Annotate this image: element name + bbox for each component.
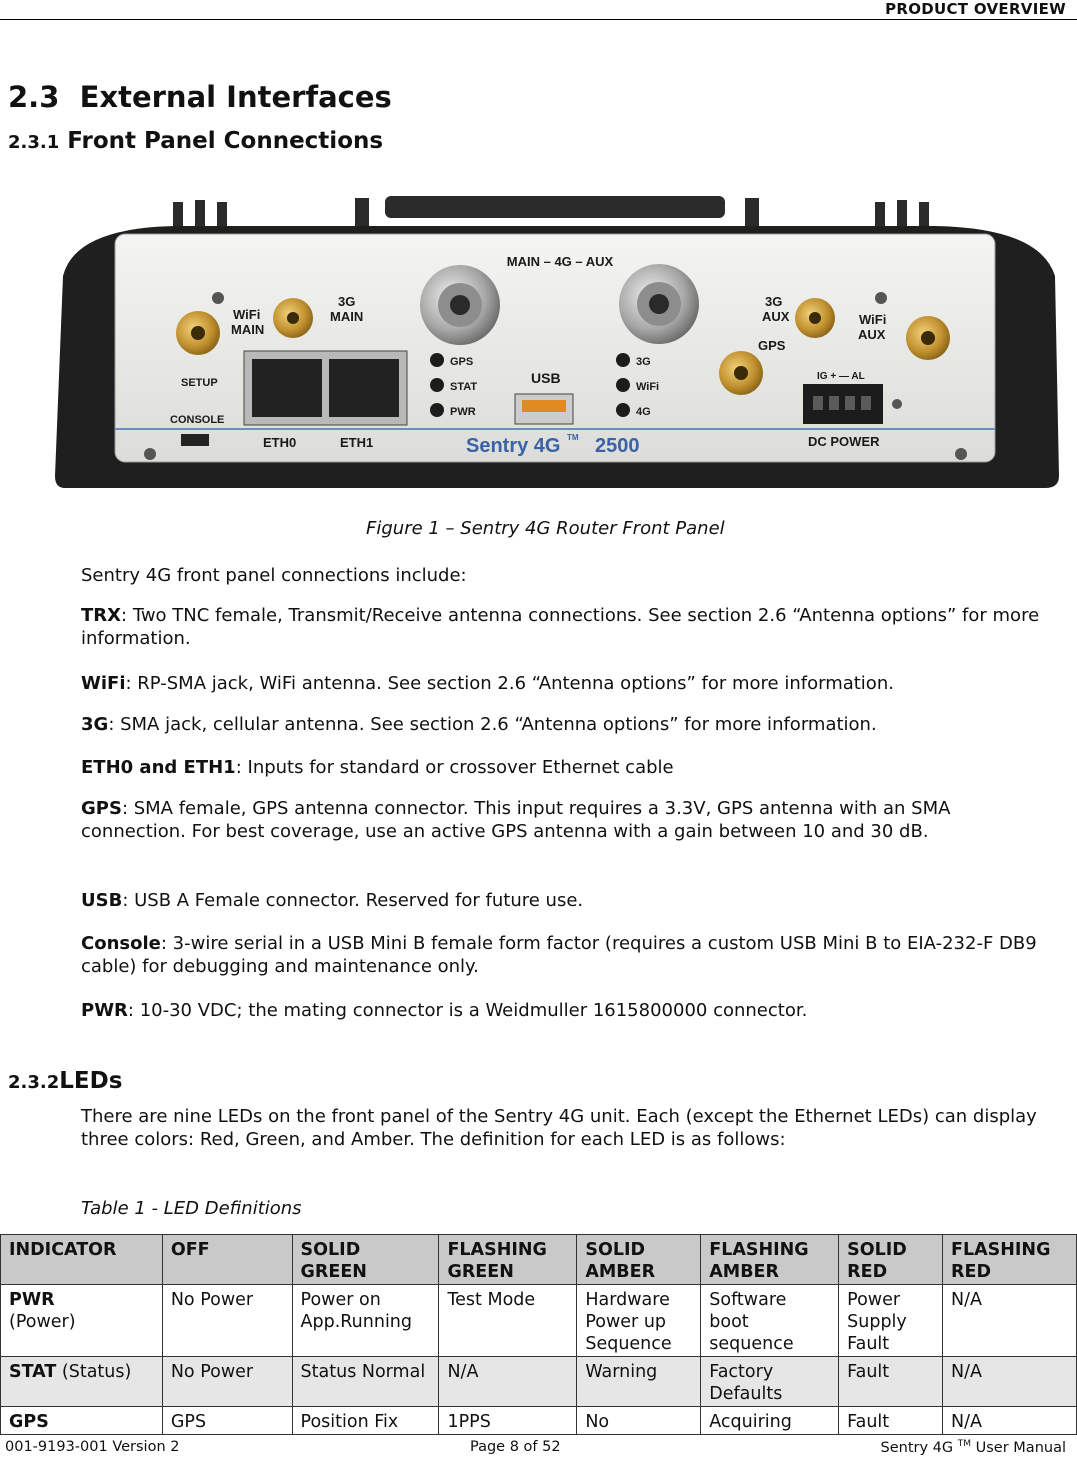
footer-manual-title [881,1439,1066,1456]
item-term: Console [81,933,161,954]
table-cell: No Power [162,1357,292,1407]
table-header-cell: FLASHING AMBER [701,1235,839,1285]
footer-manual: User Manual [975,1439,1066,1456]
table-cell: N/A [439,1357,577,1407]
label-led-gps: GPS [450,356,474,368]
item-text: : SMA female, GPS antenna connector. This input requires a 3.3V, GPS antenna with an SMA connection. For best coverage, use an active GPS antenna with a gain between 10 and 30 dB. [81,798,951,842]
label-3g-aux-2: AUX [762,309,790,324]
item-pwr [81,1000,1051,1023]
section-title: External Interfaces [79,80,392,114]
led-definitions-table [0,1234,1077,1435]
item-3g [81,714,1051,737]
running-header: PRODUCT OVERVIEW [885,0,1066,18]
table-cell: Hardware Power up Sequence [577,1285,701,1357]
indicator-name: GPS [9,1412,49,1432]
subsection-title: LEDs [59,1068,123,1094]
item-text: : RP-SMA jack, WiFi antenna. See section 2.6 “Antenna options” for more information. [125,673,894,694]
table-cell: No [577,1407,701,1435]
table-cell-indicator [1,1357,163,1407]
table-row [1,1357,1077,1407]
table-header-cell: SOLID RED [839,1235,943,1285]
table-cell-indicator [1,1285,163,1357]
item-term: ETH0 and ETH1 [81,757,236,778]
item-term: USB [81,890,123,911]
item-text: : USB A Female connector. Reserved for future use. [122,890,584,911]
label-brand: Sentry 4G [466,435,561,457]
footer-doc-version: 001-9193-001 Version 2 [5,1439,180,1455]
table-cell-indicator [1,1407,163,1435]
item-term: 3G [81,714,109,735]
footer-page-number: Page 8 of 52 [470,1439,561,1455]
table-header-cell: INDICATOR [1,1235,163,1285]
label-led-pwr: PWR [450,406,476,418]
item-term: GPS [81,798,122,819]
figure-caption: Figure 1 – Sentry 4G Router Front Panel [366,518,725,539]
footer-tm: TM [957,1439,972,1449]
table-cell: Fault [839,1357,943,1407]
label-eth0: ETH0 [263,435,297,450]
table-cell: Warning [577,1357,701,1407]
label-led-4g: 4G [636,406,651,418]
table-cell: N/A [943,1407,1077,1435]
table-row [1,1407,1077,1435]
item-console [81,933,1051,978]
table-header-cell: OFF [162,1235,292,1285]
item-text: : 3-wire serial in a USB Mini B female form factor (requires a custom USB Mini B to EIA-232-F DB9 cable) for debugging and maintenance only. [81,933,1037,977]
table-cell: Fault [839,1407,943,1435]
label-led-wifi: WiFi [636,381,660,393]
label-model: 2500 [595,435,640,457]
table-cell: Software boot sequence [701,1285,839,1357]
label-usb: USB [531,370,561,386]
label-setup: SETUP [181,377,218,389]
label-wifi-aux-2: AUX [858,327,886,342]
item-term: WiFi [81,673,126,694]
indicator-desc: (Power) [9,1312,76,1332]
subsection-number: 2.3.2 [8,1072,60,1093]
label-console: CONSOLE [170,414,225,426]
section-number: 2.3 [8,80,60,114]
table-cell: 1PPS [439,1407,577,1435]
item-text: : Inputs for standard or crossover Ethernet cable [235,757,674,778]
label-led-3g: 3G [636,356,651,368]
table-header-cell: FLASHING RED [943,1235,1077,1285]
label-eth1: ETH1 [340,435,374,450]
header-rule [0,19,1077,20]
subsection-number: 2.3.1 [8,132,60,153]
item-term: PWR [81,1000,128,1021]
label-brand-tm: TM [567,433,579,442]
table-cell: Test Mode [439,1285,577,1357]
subsection-title: Front Panel Connections [67,128,384,154]
item-text: : Two TNC female, Transmit/Receive antenna connections. See section 2.6 “Antenna options” for more information. [81,605,1040,649]
table-row [1,1285,1077,1357]
item-text: : 10-30 VDC; the mating connector is a Weidmuller 1615800000 connector. [127,1000,808,1021]
item-usb [81,890,1051,913]
leds-intro-paragraph: There are nine LEDs on the front panel of the Sentry 4G unit. Each (except the Ethernet LEDs) can display three colors: Red, Green, and Amber. The definition for each LED is as follows: [81,1106,1037,1150]
label-3g-main-2: MAIN [330,309,364,324]
table-cell: GPS [162,1407,292,1435]
label-3g-aux-1: 3G [765,294,783,309]
table-cell: No Power [162,1285,292,1357]
table-cell: Status Normal [292,1357,439,1407]
table-header-cell: SOLID AMBER [577,1235,701,1285]
table-header-cell: FLASHING GREEN [439,1235,577,1285]
item-eth [81,757,1051,780]
table-header-cell: SOLID GREEN [292,1235,439,1285]
indicator-name: STAT [9,1362,57,1382]
item-trx [81,605,1051,650]
router-front-panel-photo [55,196,1059,488]
table-cell: Power on App.Running [292,1285,439,1357]
label-gps-conn: GPS [758,338,786,353]
subsection-heading-front-panel [8,128,383,154]
item-gps [81,798,1051,843]
table-cell: N/A [943,1285,1077,1357]
table-cell: N/A [943,1357,1077,1407]
table-cell: Power Supply Fault [839,1285,943,1357]
label-power-pins: IG + — AL [817,371,865,382]
label-led-stat: STAT [450,381,478,393]
label-wifi-aux-1: WiFi [859,312,887,327]
table-caption: Table 1 - LED Definitions [81,1198,302,1219]
footer-product: Sentry 4G [880,1439,954,1456]
table-cell: Factory Defaults [701,1357,839,1407]
subsection-heading-leds [8,1068,122,1094]
item-wifi [81,673,1051,696]
indicator-desc: (Status) [61,1362,132,1382]
label-wifi-main-2: MAIN [231,322,265,337]
item-text: : SMA jack, cellular antenna. See section 2.6 “Antenna options” for more information. [108,714,877,735]
intro-paragraph: Sentry 4G front panel connections include: [81,565,467,586]
indicator-name: PWR [9,1290,55,1310]
section-heading [8,80,392,114]
label-wifi-main-1: WiFi [233,307,261,322]
label-dc-power: DC POWER [808,434,880,449]
table-header-row [1,1235,1077,1285]
item-term: TRX [81,605,122,626]
table-cell: Acquiring [701,1407,839,1435]
table-cell: Position Fix [292,1407,439,1435]
label-main-4g-aux: MAIN – 4G – AUX [506,254,614,269]
label-3g-main-1: 3G [338,294,356,309]
